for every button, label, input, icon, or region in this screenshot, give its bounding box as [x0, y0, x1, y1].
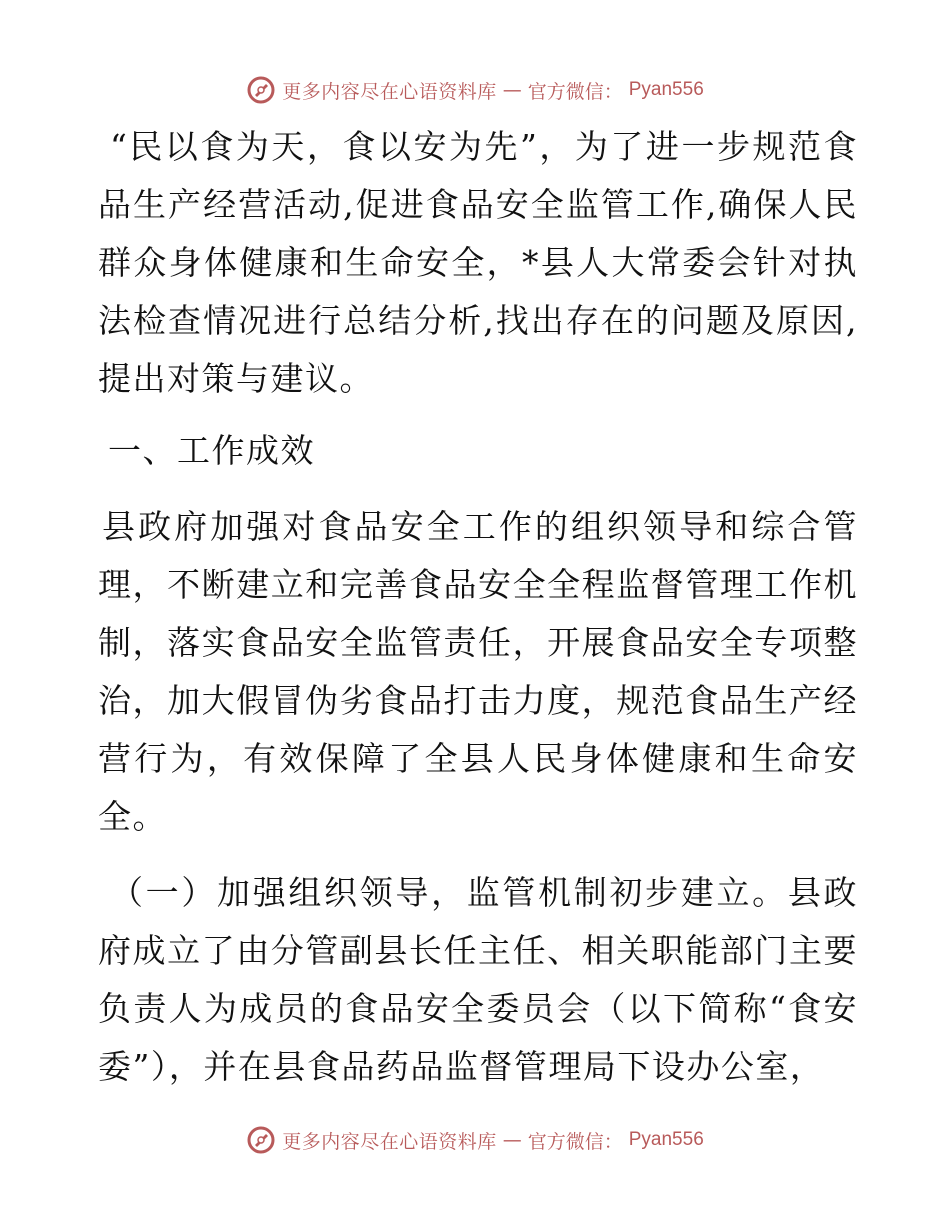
watermark-footer — [0, 1122, 950, 1158]
watermark-brand-text: 更多内容尽在心语资料库 — [282, 80, 497, 103]
paragraph-subsection-1: （一）加强组织领导，监管机制初步建立。县政府成立了由分管副县长任主任、相关职能部门主要负责人为成员的食品安全委员会（以下简称“食安委”），并在县食品药品监督管理局下设办公室， — [98, 873, 858, 1086]
watermark-brand-text: 更多内容尽在心语资料库 — [282, 1130, 497, 1153]
watermark-label: 官方微信： — [527, 80, 623, 103]
document-body — [98, 118, 858, 1096]
watermark-separator: — — [502, 79, 522, 101]
watermark-wechat-id: Pyan556 — [628, 1129, 704, 1150]
paragraph-intro: “民以食为天，食以安为先”，为了进一步规范食品生产经营活动,促进食品安全监管工作,确保人民群众身体健康和生命安全，*县人大常委会针对执法检查情况进行总结分析,找出存在的问题及原因,提出对策与建议。 — [98, 127, 858, 398]
watermark-label: 官方微信： — [527, 1130, 623, 1153]
watermark-wechat-id: Pyan556 — [628, 79, 704, 100]
watermark-header — [0, 72, 950, 108]
logo-icon — [246, 1125, 276, 1155]
paragraph-achievements: 县政府加强对食品安全工作的组织领导和综合管理，不断建立和完善食品安全全程监督管理工作机制，落实食品安全监管责任，开展食品安全专项整治，加大假冒伪劣食品打击力度，规范食品生产经营行为，有效保障了全县人民身体健康和生命安全。 — [98, 507, 858, 836]
logo-icon — [246, 75, 276, 105]
watermark-separator: — — [502, 1129, 522, 1151]
section-heading: 一、工作成效 — [108, 431, 315, 470]
